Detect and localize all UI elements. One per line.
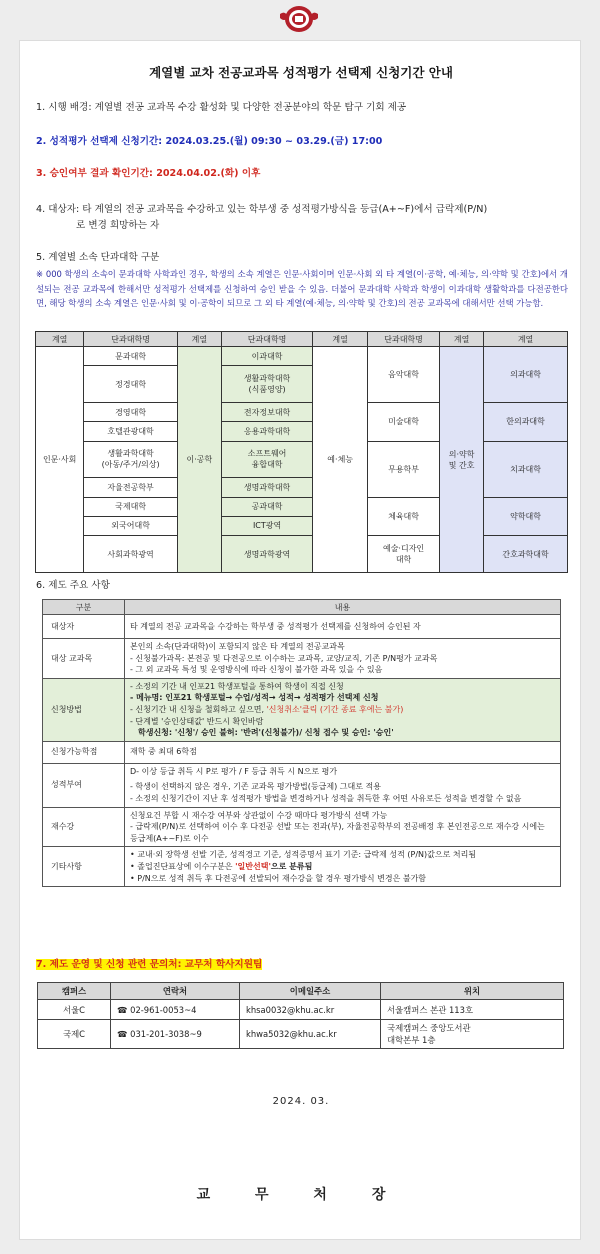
phone-number: 02-961-0053~4	[130, 1004, 197, 1015]
contact-heading-highlight: 7. 제도 운영 및 신청 관련 문의처: 교무처 학사지원팀	[36, 959, 263, 970]
issuer-signature: 교 무 처 장	[196, 1187, 406, 1203]
section-7-heading	[36, 958, 262, 972]
row-label: 대상자	[43, 615, 125, 639]
college-category-table	[35, 331, 568, 573]
section-5-heading: 5. 계열별 소속 단과대학 구분	[36, 252, 160, 263]
section-4-line2: 로 변경 희망하는 자	[76, 220, 160, 231]
text-line: 본인의 소속(단과대학)이 포함되지 않은 타 계열의 전공교과목	[130, 642, 345, 651]
col-header: 구분	[43, 600, 125, 615]
college-item: 생명과학대학	[221, 478, 312, 497]
text-line: - 단계별 '승인상태값' 반드시 확인바람	[130, 716, 264, 726]
table-row	[43, 807, 561, 847]
college-item: 의과대학	[484, 347, 568, 403]
table-header-row	[43, 600, 561, 615]
college-item: 공과대학	[221, 497, 312, 516]
text-line: - 메뉴명: 인포21 학생포털→ 수업/성적→ 성적→ 성적평가 선택제 신청	[130, 693, 379, 703]
college-item: 생활과학대학 (아동/주거/의상)	[84, 441, 178, 478]
col-header: 단과대학명	[368, 332, 440, 347]
policy-rules-table	[42, 599, 561, 887]
row-content	[125, 639, 561, 679]
col-header: 단과대학명	[84, 332, 178, 347]
text-part: • 졸업진단표상에 이수구분은	[130, 861, 236, 871]
cancel-note: '신청취소'클릭 (기간 종료 후에는 불가)	[266, 704, 404, 714]
college-item: 체육대학	[368, 497, 440, 535]
college-item: 호텔관광대학	[84, 422, 178, 441]
text-line: • 교내·외 장학생 선발 기준, 성적경고 기준, 성적증명서 표기 기준: 급락제 성적 (P/N)값으로 처리됨	[130, 850, 477, 860]
college-item: ICT광역	[221, 516, 312, 535]
col-header: 위치	[381, 983, 564, 1000]
category-humanities: 인문·사회	[36, 347, 84, 573]
col-header: 내용	[125, 600, 561, 615]
col-header: 계열	[177, 332, 221, 347]
college-item: 무용학부	[368, 441, 440, 497]
section-5-note: ※ 000 학생의 소속이 문과대학 사학과인 경우, 학생의 소속 계열은 인문·사회이며 인문·사회 외 타 계열(이·공학, 예·체능, 의·약학 및 간호)에서 개설되는 전공 교과목에 한해서만 성적평가 선택제를 신청하여 승인 받을 수 있음. 더불어 문과대학 사학과 학생이 이과대학 생활학과를 다전공한다면, 해당 학생의 소속 계열은 인문·사회 및 이·공학이 되므로 그 외 타 계열(예·체능, 의·약학 및 간호)의 전공 교과목에 대해서만 선택 가능함.	[36, 269, 568, 308]
category-medicine: 의·약학 및 간호	[440, 347, 484, 573]
row-content	[125, 763, 561, 807]
col-header: 캠퍼스	[38, 983, 111, 1000]
campus-cell: 국제C	[38, 1020, 111, 1049]
text-line: - 학생이 선택하지 않은 경우, 기존 교과목 평가방법(등급제) 그대로 적용	[130, 782, 381, 792]
text-line: D- 이상 등급 취득 시 P로 평가 / F 등급 취득 시 N으로 평가	[130, 766, 338, 776]
college-item: 간호과학대학	[484, 536, 568, 573]
college-item: 예술·디자인 대학	[368, 536, 440, 573]
col-header: 계열	[36, 332, 84, 347]
row-content	[125, 807, 561, 847]
table-row	[43, 639, 561, 679]
phone-cell	[111, 1020, 240, 1049]
table-row	[43, 847, 561, 887]
text-part: 으로 분류됨	[270, 861, 313, 871]
college-item: 사회과학광역	[84, 536, 178, 573]
college-item: 생활과학대학 (식품영양)	[221, 366, 312, 403]
table-row	[38, 1000, 564, 1020]
phone-icon: ☎	[117, 1029, 128, 1039]
table-row	[43, 741, 561, 763]
college-item: 경영대학	[84, 403, 178, 422]
section-3-result-period: 3. 승인여부 결과 확인기간: 2024.04.02.(화) 이후	[36, 168, 261, 179]
col-header: 계열	[484, 332, 568, 347]
location-cell: 국제캠퍼스 중앙도서관 대학본부 1층	[381, 1020, 564, 1049]
col-header: 이메일주소	[240, 983, 381, 1000]
col-header: 연락처	[111, 983, 240, 1000]
phone-number: 031-201-3038~9	[130, 1029, 202, 1039]
college-item: 전자정보대학	[221, 403, 312, 422]
issue-date: 2024. 03.	[272, 1096, 330, 1107]
college-item: 생명과학광역	[221, 536, 312, 573]
row-content	[125, 847, 561, 887]
table-row	[43, 763, 561, 807]
row-label: 성적부여	[43, 763, 125, 807]
table-header-row	[38, 983, 564, 1000]
college-item: 이과대학	[221, 347, 312, 366]
table-row	[38, 1020, 564, 1049]
section-2-apply-period: 2. 성적평가 선택제 신청기간: 2024.03.25.(월) 09:30 ~ 03.29.(금) 17:00	[36, 136, 383, 147]
text-part: - 신청기간 내 신청을 철회하고 싶으면,	[130, 704, 267, 714]
text-line: - 급락제(P/N)로 선택하여 이수 후 다전공 선발 또는 전과(부), 자율전공학부의 전공배정 후 본인전공으로 재수강 시에는 등급제(A+~F)로 이수	[130, 822, 545, 843]
phone-icon: ☎	[117, 1004, 128, 1015]
college-item: 외국어대학	[84, 516, 178, 535]
page-title: 계열별 교차 전공교과목 성적평가 선택제 신청기간 안내	[149, 65, 453, 80]
section-6-heading: 6. 제도 주요 사항	[36, 580, 110, 591]
col-header: 계열	[313, 332, 368, 347]
text-line: - 소정의 기간 내 인포21 학생포털을 통하여 학생이 직접 신청	[130, 681, 344, 691]
text-line: - 소정의 신청기간이 지난 후 성적평가 방법을 변경하거나 성적을 취득한 후 어떤 사유로든 성적을 변경할 수 없음	[130, 793, 522, 803]
table-row	[43, 615, 561, 639]
category-engineering: 이·공학	[177, 347, 221, 573]
text-line: 학생신청: '신청'/ 승인 불허: '반려'(신청불가)/ 신청 접수 및 승인: '승인'	[138, 728, 394, 738]
row-content: 재학 중 최대 6학점	[125, 741, 561, 763]
col-header: 계열	[440, 332, 484, 347]
row-label: 기타사항	[43, 847, 125, 887]
text-line: 신청요건 부합 시 재수강 여부와 상관없이 수강 때마다 평가방식 선택 가능	[130, 810, 388, 820]
college-item: 치과대학	[484, 441, 568, 497]
text-line: • P/N으로 성적 취득 후 다전공에 선발되어 재수강을 할 경우 평가방식 변경은 불가함	[130, 873, 427, 883]
row-label: 대상 교과목	[43, 639, 125, 679]
row-label: 재수강	[43, 807, 125, 847]
college-item: 미술대학	[368, 403, 440, 441]
row-content	[125, 678, 561, 741]
college-item: 국제대학	[84, 497, 178, 516]
col-header: 단과대학명	[221, 332, 312, 347]
table-header-row	[36, 332, 568, 347]
section-1: 1. 시행 배경: 계열별 전공 교과목 수강 활성화 및 다양한 전공분야의 학문 탐구 기회 제공	[36, 102, 407, 113]
phone-cell	[111, 1000, 240, 1020]
text-line: - 신청불가과목: 본전공 및 다전공으로 이수하는 교과목, 교양/교직, 기존 P/N평가 교과목	[130, 653, 438, 663]
university-seal-icon	[278, 4, 320, 34]
college-item: 소프트웨어 융합대학	[221, 441, 312, 478]
table-row	[43, 678, 561, 741]
notice-document	[19, 40, 581, 1240]
email-cell[interactable]: khwa5032@khu.ac.kr	[240, 1020, 381, 1049]
college-item: 한의과대학	[484, 403, 568, 441]
college-item: 정경대학	[84, 366, 178, 403]
email-cell[interactable]: khsa0032@khu.ac.kr	[240, 1000, 381, 1020]
general-elective-label: '일반선택'	[235, 861, 271, 871]
category-arts: 예·체능	[313, 347, 368, 573]
college-item: 약학대학	[484, 497, 568, 535]
row-label: 신청방법	[43, 678, 125, 741]
contact-table	[37, 982, 564, 1049]
section-4-line1: 4. 대상자: 타 계열의 전공 교과목을 수강하고 있는 학부생 중 성적평가방식을 등급(A+~F)에서 급락제(P/N)	[36, 204, 488, 215]
row-label: 신청가능학점	[43, 741, 125, 763]
college-item: 응용과학대학	[221, 422, 312, 441]
location-cell: 서울캠퍼스 본관 113호	[381, 1000, 564, 1020]
campus-cell: 서울C	[38, 1000, 111, 1020]
college-item: 문과대학	[84, 347, 178, 366]
text-line	[130, 704, 555, 716]
text-line: - 그 외 교과목 특성 및 운영방식에 따라 신청이 불가한 과목 있을 수 있음	[130, 665, 383, 675]
text-line	[130, 861, 555, 873]
row-content: 타 계열의 전공 교과목을 수강하는 학부생 중 성적평가 선택제를 신청하여 승인된 자	[125, 615, 561, 639]
college-item: 자율전공학부	[84, 478, 178, 497]
college-item: 음악대학	[368, 347, 440, 403]
